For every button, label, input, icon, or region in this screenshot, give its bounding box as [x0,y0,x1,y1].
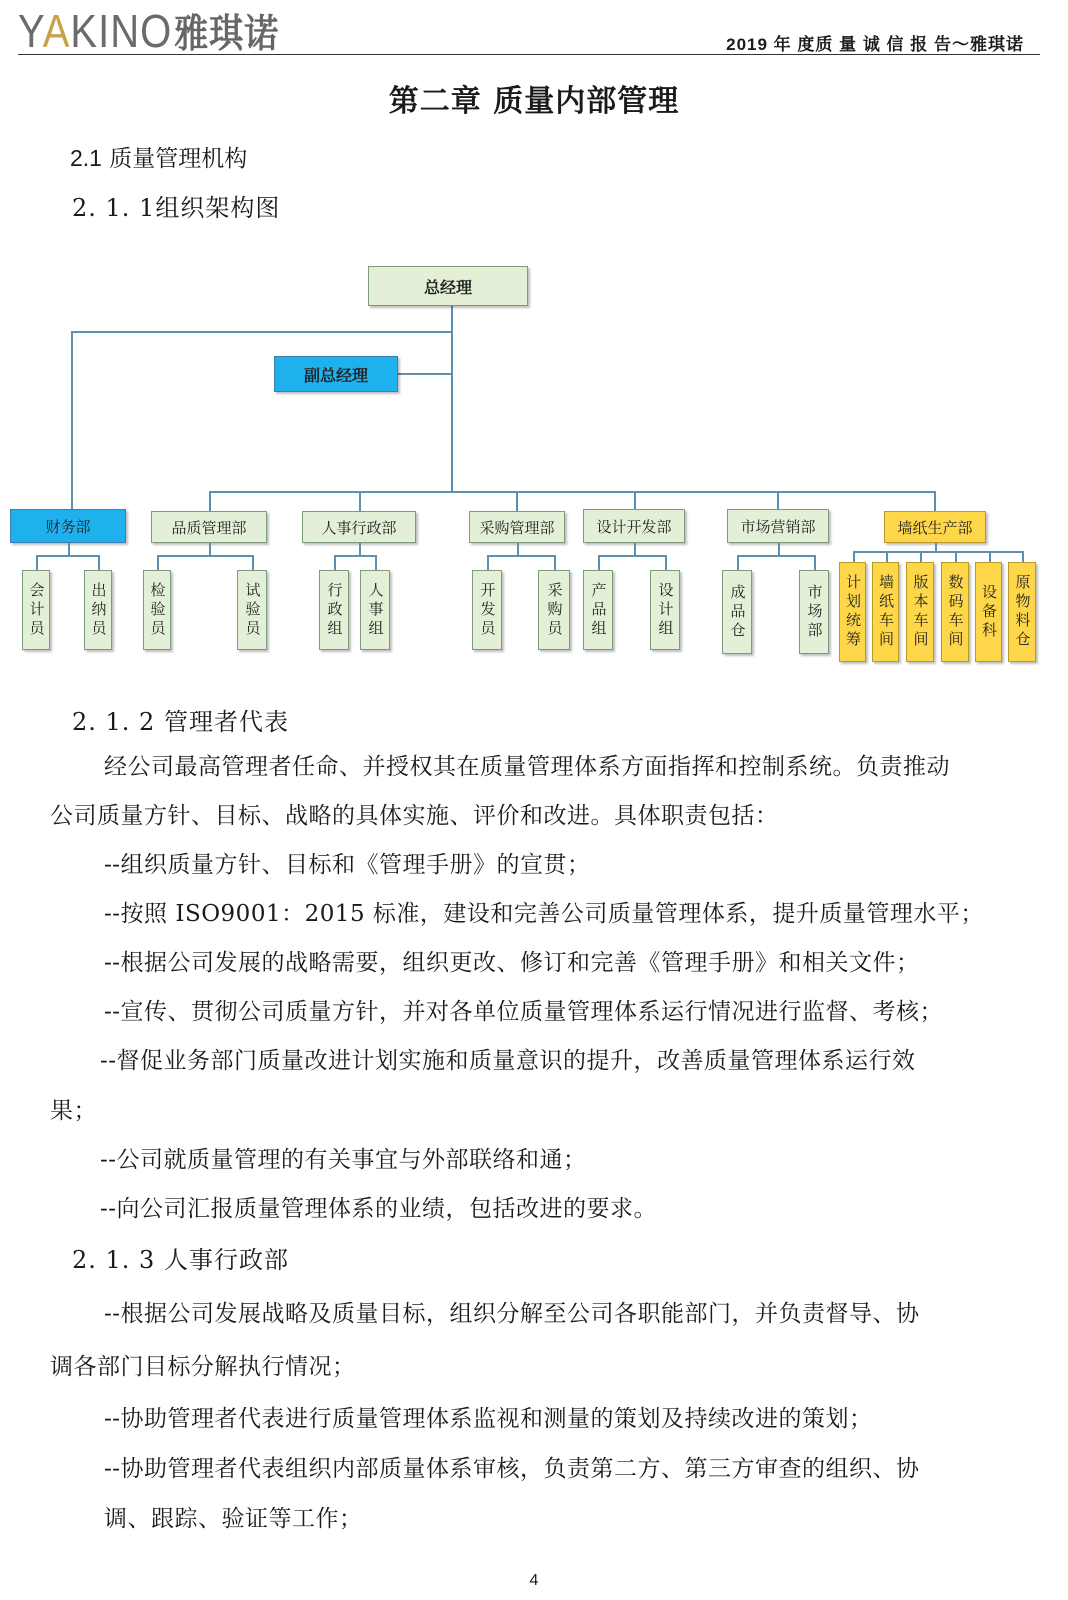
sub-unit-box: 行政组 [319,570,349,650]
section-2-1-1-heading: 2. 1. 1组织架构图 [72,194,281,222]
connector-line [598,555,667,557]
section-number: 2.1 [70,145,102,171]
sub-unit-box: 开发员 [472,570,502,650]
connector-line [36,555,38,570]
duty-item: 果； [50,1098,97,1124]
connector-line [634,543,636,555]
connector-line [487,555,489,570]
deputy-manager-box: 副总经理 [274,356,398,392]
connector-line [853,551,855,562]
connector-line [68,543,70,555]
connector-line [1022,551,1024,562]
sub-unit-box: 计划统筹 [839,562,866,662]
duty-item: --根据公司发展的战略需要，组织更改、修订和完善《管理手册》和相关文件； [104,950,920,976]
sub-unit-box: 检验员 [143,570,171,650]
sub-unit-box: 出纳员 [84,570,112,650]
connector-line [334,555,336,570]
connector-line [778,543,780,555]
connector-line [71,331,451,333]
department-box: 品质管理部 [151,511,267,543]
connector-line [665,555,667,570]
sub-unit-box: 人事组 [360,570,390,650]
section-2-1-3-heading: 2. 1. 3 人事行政部 [72,1246,289,1274]
sub-unit-box: 墙纸车间 [872,562,899,662]
connector-line [487,555,556,557]
duty-item: --根据公司发展战略及质量目标，组织分解至公司各职能部门，并负责督导、协 [104,1301,920,1327]
connector-line [920,551,922,562]
sub-unit-box: 采购员 [538,570,570,650]
duty-item: --协助管理者代表进行质量管理体系监视和测量的策划及持续改进的策划； [104,1406,873,1432]
connector-line [853,551,1025,553]
connector-line [359,491,361,511]
section-2-1-heading [70,140,247,173]
connector-line [517,543,519,555]
department-box: 采购管理部 [469,511,565,543]
duty-item: 调各部门目标分解执行情况； [50,1354,356,1380]
sub-unit-box: 原物料仓 [1008,562,1036,662]
department-box: 财务部 [10,509,126,543]
connector-line [359,543,361,555]
duty-item: 调、跟踪、验证等工作； [104,1506,363,1532]
duty-item: --公司就质量管理的有关事宜与外部联络和通； [100,1147,587,1173]
connector-line [989,551,991,562]
duty-item: --宣传、贯彻公司质量方针，并对各单位质量管理体系运行情况进行监督、考核； [104,999,944,1025]
duty-item: --按照 ISO9001：2015 标准，建设和完善公司质量管理体系，提升质量管理水平； [104,901,984,927]
connector-line [396,373,451,375]
connector-line [71,331,73,509]
duty-item: --督促业务部门质量改进计划实施和质量意识的提升，改善质量管理体系运行效 [100,1048,916,1074]
connector-line [334,555,377,557]
connector-line [935,543,937,551]
department-box: 市场营销部 [727,509,829,543]
report-header-title: 2019 年 度质 量 诚 信 报 告～雅琪诺 [726,35,1024,54]
connector-line [598,555,600,570]
general-manager-box: 总经理 [368,266,528,306]
section-2-1-2-heading: 2. 1. 2 管理者代表 [72,708,289,736]
connector-line [554,555,556,570]
connector-line [737,555,816,557]
connector-line [36,555,100,557]
sub-unit-box: 设备科 [975,562,1002,662]
connector-line [955,551,957,562]
connector-line [375,555,377,570]
section-title: 质量管理机构 [109,146,248,172]
connector-line [209,543,211,555]
department-box: 人事行政部 [302,511,416,543]
connector-line [252,555,254,570]
connector-line [209,491,211,511]
duty-item: --组织质量方针、目标和《管理手册》的宣贯； [104,852,591,878]
connector-line [934,491,936,511]
connector-line [451,306,453,492]
connector-line [814,555,816,570]
paragraph-line: 经公司最高管理者任命、并授权其在质量管理体系方面指挥和控制系统。负责推动 [104,754,950,780]
department-box: 设计开发部 [583,509,685,543]
connector-line [157,555,159,570]
connector-line [516,491,518,511]
sub-unit-box: 产品组 [583,570,613,650]
sub-unit-box: 成品仓 [722,570,752,654]
department-box: 墙纸生产部 [884,511,986,543]
sub-unit-box: 市场部 [799,570,829,654]
sub-unit-box: 版本车间 [906,562,934,662]
duty-item: --协助管理者代表组织内部质量体系审核，负责第二方、第三方审查的组织、协 [104,1456,920,1482]
company-logo: YAKINO雅琪诺 [18,6,280,58]
chapter-title: 第二章 质量内部管理 [388,84,680,119]
sub-unit-box: 数码车间 [941,562,969,662]
connector-line [98,555,100,570]
header-divider [18,54,1040,55]
sub-unit-box: 试验员 [237,570,267,650]
connector-line [886,551,888,562]
sub-unit-box: 会计员 [22,570,50,650]
connector-line [777,491,779,511]
connector-line [157,555,254,557]
connector-line [209,491,934,493]
connector-line [737,555,739,570]
paragraph-line: 公司质量方针、目标、战略的具体实施、评价和改进。具体职责包括： [50,803,779,829]
duty-item: --向公司汇报质量管理体系的业绩，包括改进的要求。 [100,1196,658,1222]
page-number: 4 [529,1572,539,1589]
sub-unit-box: 设计组 [650,570,680,650]
connector-line [634,491,636,511]
